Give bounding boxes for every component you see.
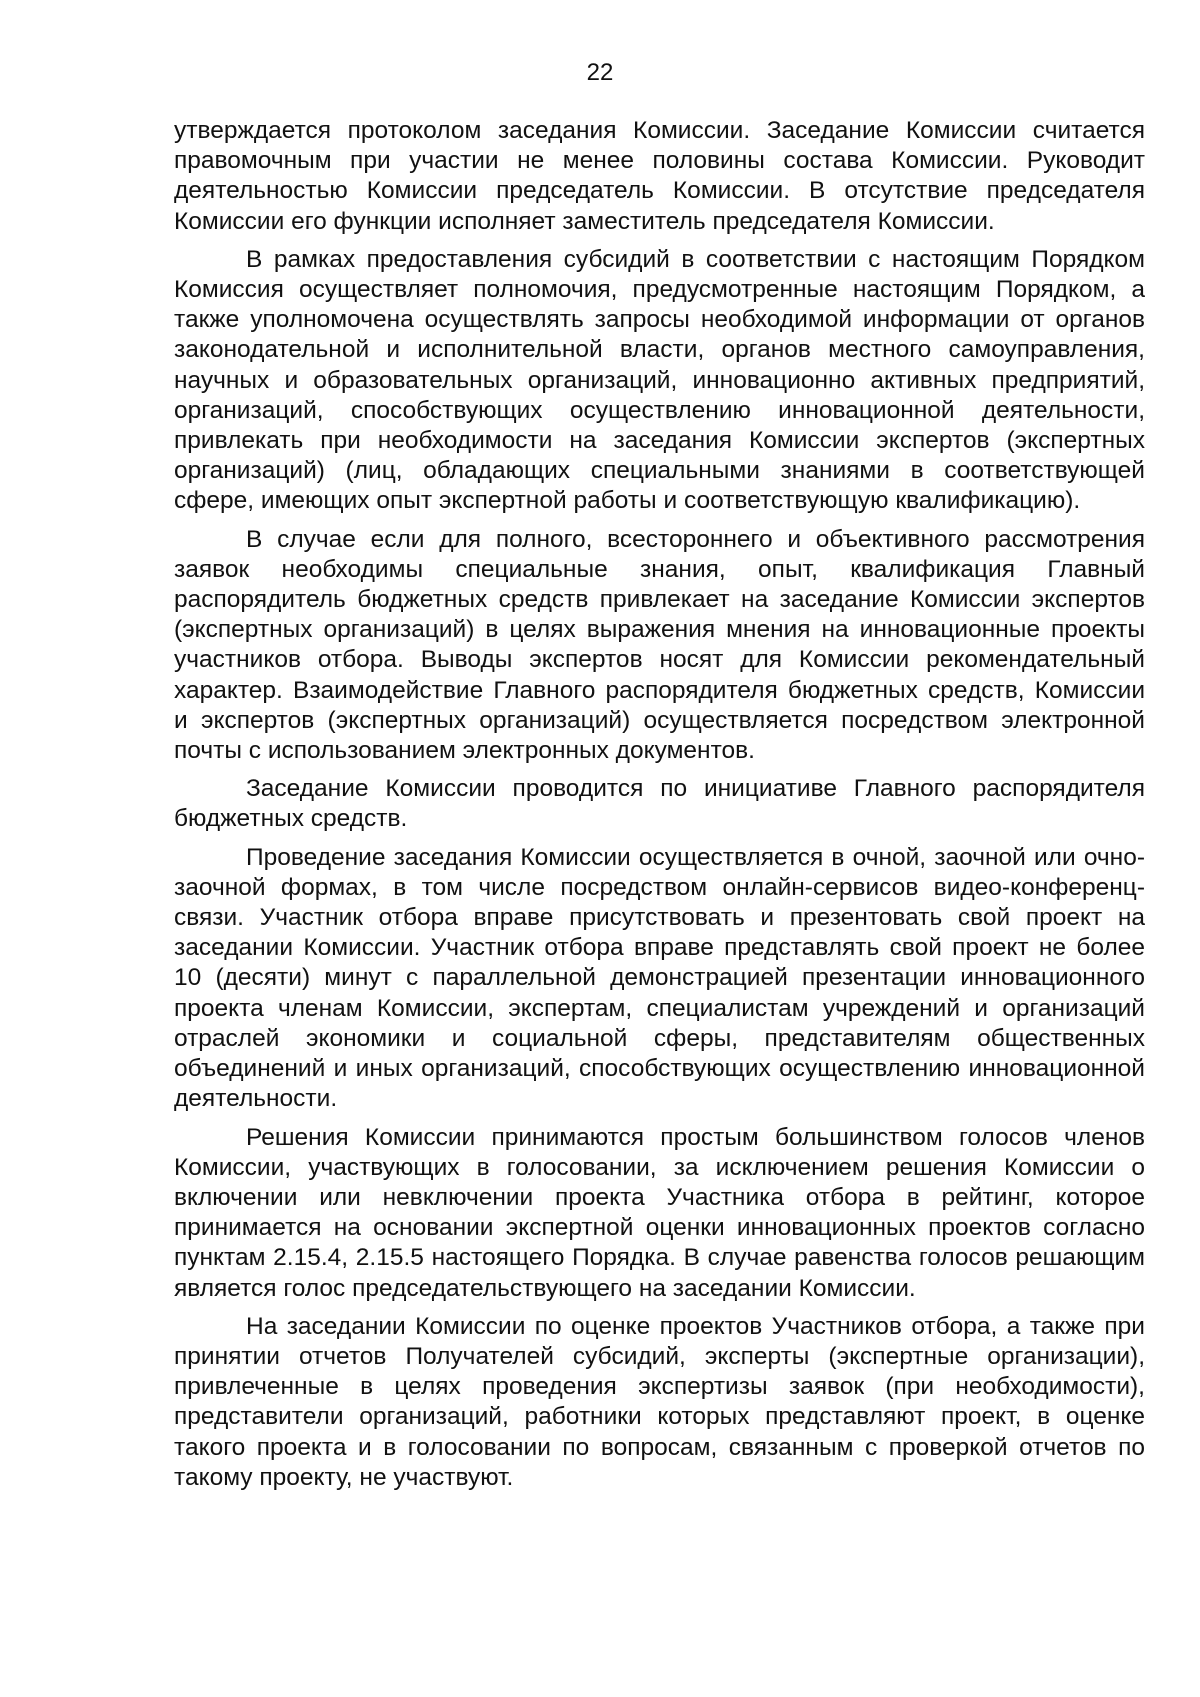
document-body <box>174 116 1145 1501</box>
paragraph-3: В случае если для полного, всестороннего и объективного рассмотрения заявок необходимы специальные знания, опыт, квалификация Главный распорядитель бюджетных средств привлекает на заседание Комиссии экспертов (экспертных организаций) в целях выражения мнения на инновационные проекты участников отбора. Выводы экспертов носят для Комиссии рекомендательный характер. Взаимодействие Главного распорядителя бюджетных средств, Комиссии и экспертов (экспертных организаций) осуществляется посредством электронной почты с использованием электронных документов. <box>174 525 1145 765</box>
paragraph-2: В рамках предоставления субсидий в соответствии с настоящим Порядком Комиссия осуществляет полномочия, предусмотренные настоящим Порядком, а также уполномочена осуществлять запросы необходимой информации от органов законодательной и исполнительной власти, органов местного самоуправления, научных и образовательных организаций, инновационно активных предприятий, организаций, способствующих осуществлению инновационной деятельности, привлекать при необходимости на заседания Комиссии экспертов (экспертных организаций) (лиц, обладающих специальными знаниями в соответствующей сфере, имеющих опыт экспертной работы и соответствующую квалификацию). <box>174 245 1145 515</box>
paragraph-7: На заседании Комиссии по оценке проектов Участников отбора, а также при принятии отчетов Получателей субсидий, эксперты (экспертные организации), привлеченные в целях проведения экспертизы заявок (при необходимости), представители организаций, работники которых представляют проект, в оценке такого проекта и в голосовании по вопросам, связанным с проверкой отчетов по такому проекту, не участвуют. <box>174 1312 1145 1491</box>
paragraph-6: Решения Комиссии принимаются простым большинством голосов членов Комиссии, участвующих в голосовании, за исключением решения Комиссии о включении или невключении проекта Участника отбора в рейтинг, которое принимается на основании экспертной оценки инновационных проектов согласно пунктам 2.15.4, 2.15.5 настоящего Порядка. В случае равенства голосов решающим является голос председательствующего на заседании Комиссии. <box>174 1123 1145 1302</box>
paragraph-4: Заседание Комиссии проводится по инициативе Главного распорядителя бюджетных средств. <box>174 775 1145 833</box>
paragraph-1: утверждается протоколом заседания Комиссии. Заседание Комиссии считается правомочным при участии не менее половины состава Комиссии. Руководит деятельностью Комиссии председатель Комиссии. В отсутствие председателя Комиссии его функции исполняет заместитель председателя Комиссии. <box>174 117 1145 235</box>
page-number: 22 <box>586 59 614 86</box>
paragraph-5: Проведение заседания Комиссии осуществляется в очной, заочной или очно-заочной формах, в том числе посредством онлайн-сервисов видео-конференц-связи. Участник отбора вправе присутствовать и презентовать свой проект на заседании Комиссии. Участник отбора вправе представлять свой проект не более 10 (десяти) минут с параллельной демонстрацией презентации инновационного проекта членам Комиссии, экспертам, специалистам учреждений и организаций отраслей экономики и социальной сферы, представителям общественных объединений и иных организаций, способствующих осуществлению инновационной деятельности. <box>174 843 1145 1113</box>
